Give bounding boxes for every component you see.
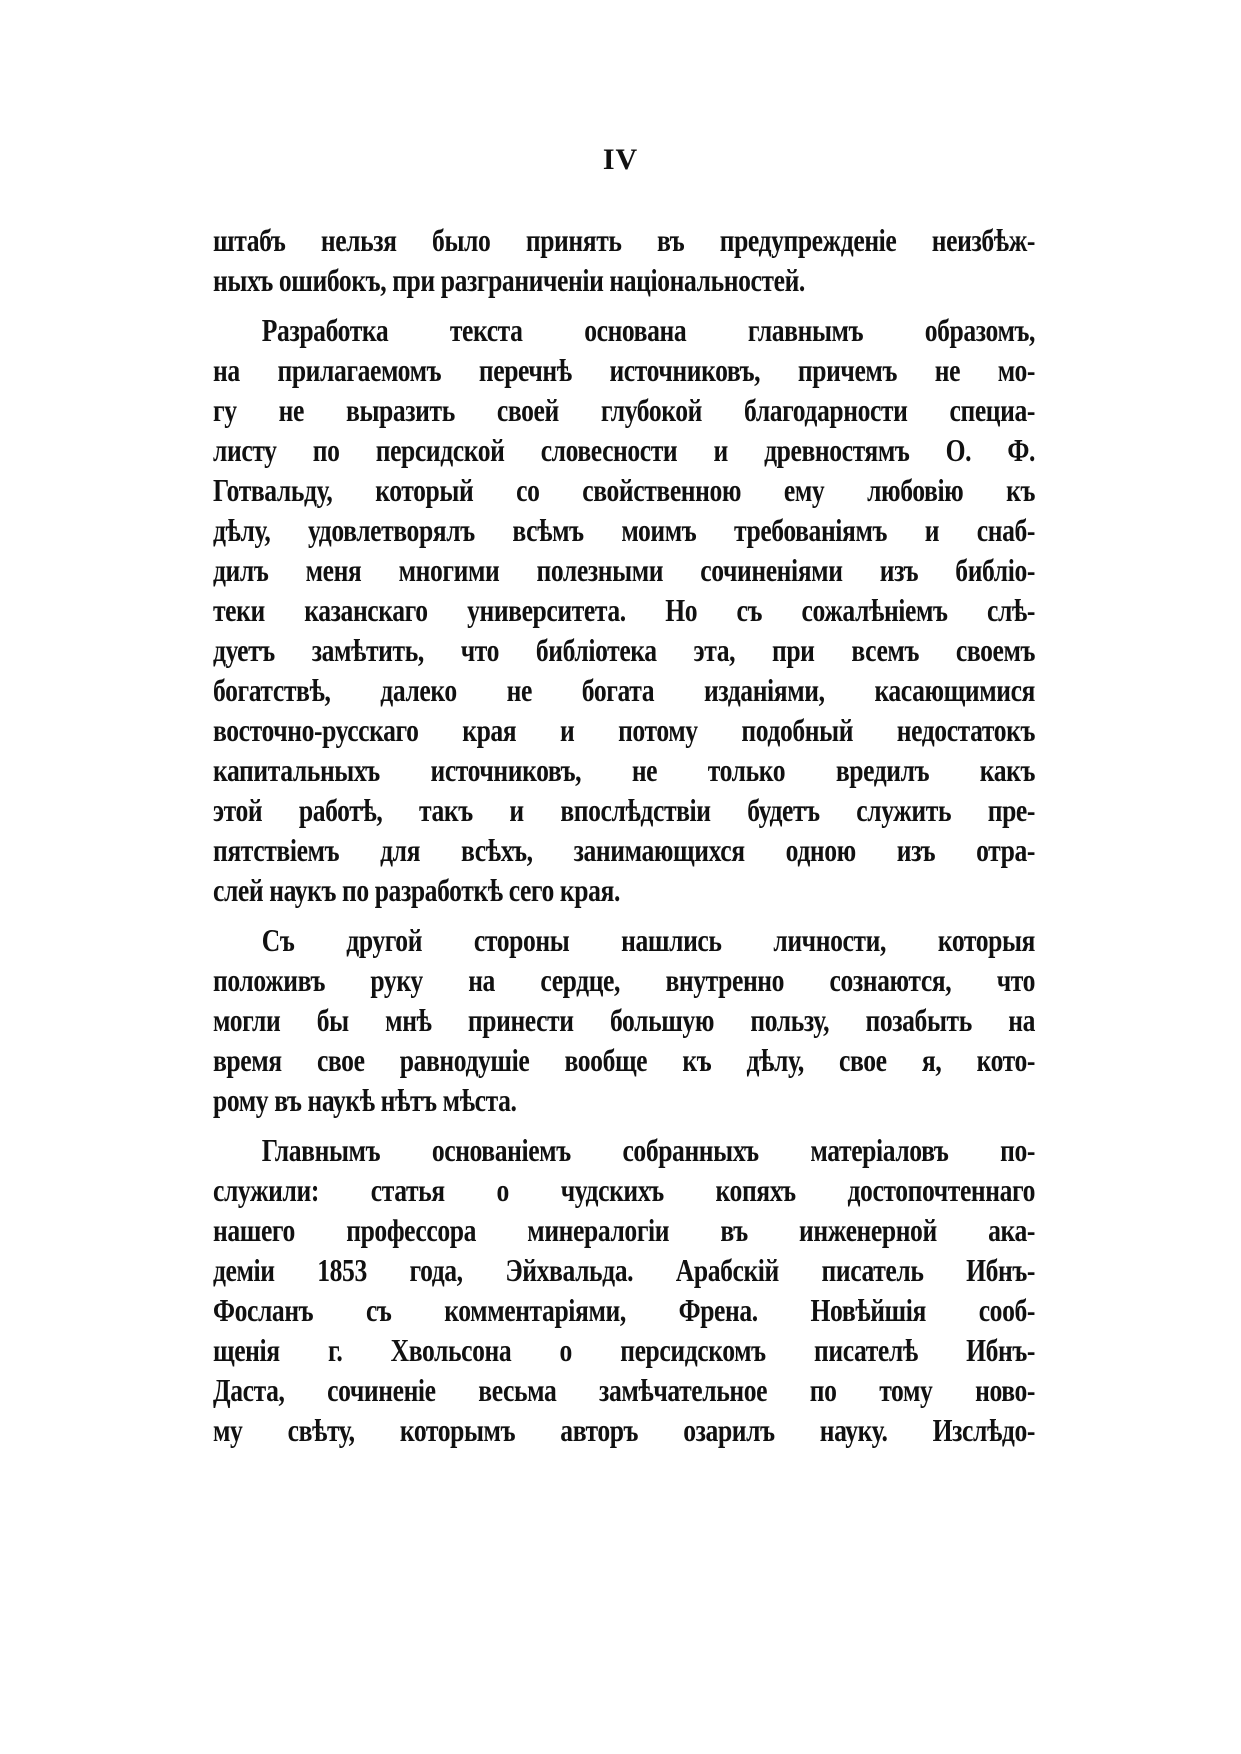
text-line: богатствѣ, далеко не богата изданіями, касающимися [213,672,1035,708]
text-line: рому въ наукѣ нѣтъ мѣста. [213,1082,517,1118]
text-line: этой работѣ, такъ и впослѣдствіи будетъ служить пре- [213,792,1035,828]
text-line: нашего профессора минералогіи въ инженерной ака- [213,1212,1035,1248]
text-line: дуетъ замѣтить, что библіотека эта, при всемъ своемъ [213,632,1035,668]
paragraph [213,1130,1035,1450]
page-number: IV [602,143,639,176]
text-line: гу не выразить своей глубокой благодарности специа- [213,392,1035,428]
text-line: пятствіемъ для всѣхъ, занимающихся одною изъ отра- [213,832,1035,868]
text-line: Разработка текста основана главнымъ образомъ, [261,312,1035,348]
text-line: положивъ руку на сердце, внутренно сознаются, что [213,962,1035,998]
text-line: штабъ нельзя было принять въ предупрежденіе неизбѣж- [213,222,1035,258]
text-line: дѣлу, удовлетворялъ всѣмъ моимъ требованіямъ и снаб- [213,512,1035,548]
text-line: листу по персидской словесности и древностямъ О. Ф. [213,432,1035,468]
paragraph [213,310,1035,910]
text-line: Фосланъ съ комментаріями, Френа. Новѣйшія сооб- [213,1292,1035,1328]
text-line: теки казанскаго университета. Но съ сожалѣніемъ слѣ- [213,592,1035,628]
text-line: Главнымъ основаніемъ собранныхъ матеріаловъ по- [261,1132,1035,1168]
text-line: дилъ меня многими полезными сочиненіями изъ библіо- [213,552,1035,588]
text-line: деміи 1853 года, Эйхвальда. Арабскій писатель Ибнъ- [213,1252,1035,1288]
text-line: капитальныхъ источниковъ, не только вредилъ какъ [213,752,1035,788]
text-line: могли бы мнѣ принести большую пользу, позабыть на [213,1002,1035,1038]
paragraph [213,220,1035,300]
text-line: Готвальду, который со свойственною ему любовію къ [213,472,1035,508]
text-line: щенія г. Хвольсона о персидскомъ писателѣ Ибнъ- [213,1332,1035,1368]
text-line: слей наукъ по разработкѣ сего края. [213,872,620,908]
text-line: на прилагаемомъ перечнѣ источниковъ, причемъ не мо- [213,352,1035,388]
text-line: служили: статья о чудскихъ копяхъ достопочтеннаго [213,1172,1035,1208]
text-line: восточно-русскаго края и потому подобный недостатокъ [213,712,1035,748]
text-line: ныхъ ошибокъ, при разграниченіи національностей. [213,262,805,298]
text-line: время свое равнодушіе вообще къ дѣлу, свое я, кото- [213,1042,1035,1078]
text-line: Даста, сочиненіе весьма замѣчательное по тому ново- [213,1372,1035,1408]
paragraph [213,920,1035,1120]
text-line: му свѣту, которымъ авторъ озарилъ науку. Изслѣдо- [213,1412,1035,1448]
text-line: Съ другой стороны нашлись личности, которыя [261,922,1035,958]
body-text [213,220,1035,1450]
